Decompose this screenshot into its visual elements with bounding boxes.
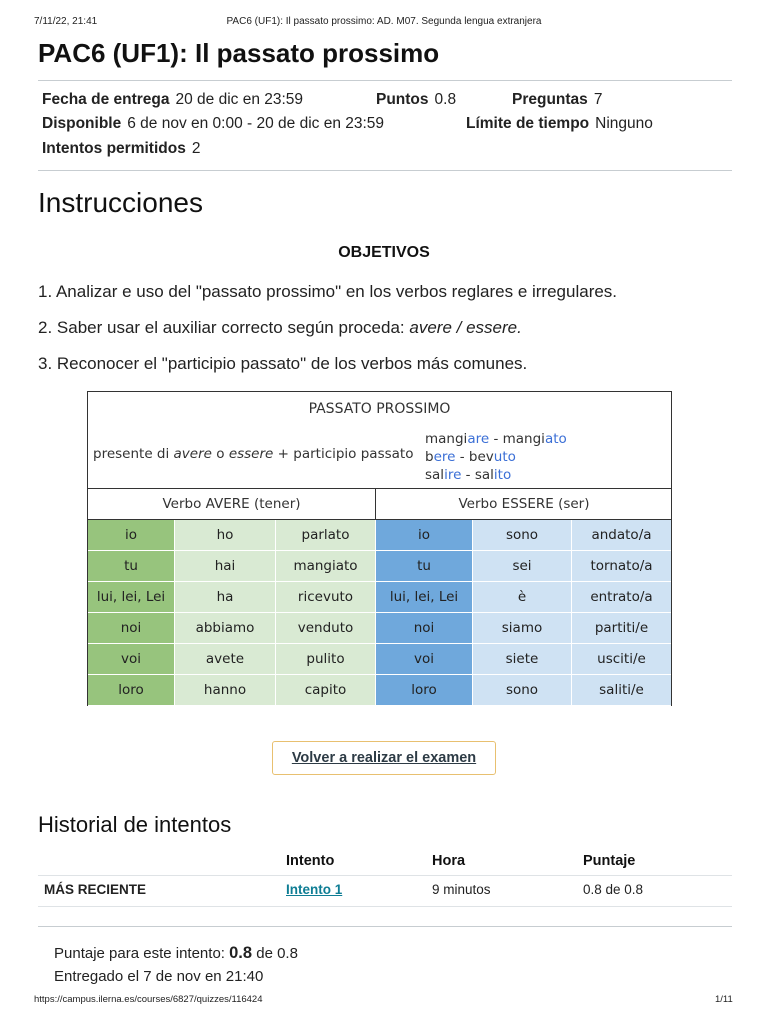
retake-quiz-button[interactable]: Volver a realizar el examen: [272, 741, 496, 775]
pronoun-cell: io: [376, 520, 473, 551]
participle-cell: partiti/e: [572, 613, 671, 644]
pronoun-cell: tu: [376, 551, 473, 582]
objectives-title: OBJETIVOS: [338, 244, 430, 261]
table-divider: [38, 906, 732, 907]
questions: [512, 91, 602, 109]
example-mangiare: [425, 430, 567, 448]
attempt-1-link[interactable]: Intento 1: [286, 882, 343, 897]
essere-header: Verbo ESSERE (ser): [458, 496, 590, 512]
table-row: [88, 520, 671, 551]
objective-2-text: 2. Saber usar el auxiliar correcto según proceda:: [38, 318, 410, 337]
auxiliary-cell: hanno: [175, 675, 276, 706]
available: [42, 115, 384, 133]
participle-cell: saliti/e: [572, 675, 671, 706]
points-label: Puntos: [376, 91, 429, 108]
time-limit-label: Límite de tiempo: [466, 115, 590, 132]
score-value: 0.8: [229, 944, 253, 962]
pronoun-cell: noi: [376, 613, 473, 644]
example-bere: [425, 448, 567, 466]
auxiliary-cell: sono: [473, 675, 572, 706]
auxiliary-cell: è: [473, 582, 572, 613]
pronoun-cell: io: [88, 520, 175, 551]
table-formula: [93, 446, 413, 462]
allowed-attempts: [42, 140, 200, 158]
allowed-attempts-label: Intentos permitidos: [42, 140, 186, 157]
example-ending: uto: [493, 449, 516, 465]
table-row: [88, 582, 671, 613]
col-header-time: Hora: [432, 853, 466, 869]
auxiliary-cell: abbiamo: [175, 613, 276, 644]
participle-cell: andato/a: [572, 520, 671, 551]
available-value: 6 de nov en 0:00 - 20 de dic en 23:59: [127, 115, 385, 132]
questions-label: Preguntas: [512, 91, 588, 108]
divider: [38, 170, 732, 171]
attempt-time: 9 minutos: [432, 882, 491, 897]
pronoun-cell: lui, lei, Lei: [88, 582, 175, 613]
formula-part: o: [211, 446, 229, 462]
pronoun-cell: noi: [88, 613, 175, 644]
auxiliary-cell: siamo: [473, 613, 572, 644]
pronoun-cell: tu: [88, 551, 175, 582]
due-date-label: Fecha de entrega: [42, 91, 170, 108]
pronoun-cell: lui, lei, Lei: [376, 582, 473, 613]
submitted-at: Entregado el 7 de nov en 21:40: [54, 968, 264, 985]
example-ending: ere: [433, 449, 456, 465]
points: [376, 91, 456, 109]
print-url: https://campus.ilerna.es/courses/6827/quizzes/116424: [34, 994, 263, 1005]
pronoun-cell: voi: [376, 644, 473, 675]
pronoun-cell: voi: [88, 644, 175, 675]
objective-3: 3. Reconocer el "participio passato" de los verbos más comunes.: [38, 354, 528, 373]
participle-cell: parlato: [276, 520, 376, 551]
questions-value: 7: [593, 91, 603, 108]
participle-cell: tornato/a: [572, 551, 671, 582]
example-stem: mangi: [502, 431, 545, 447]
attempt-score: 0.8 de 0.8: [583, 882, 644, 897]
table-row: [286, 882, 342, 897]
example-stem: sal: [425, 467, 445, 483]
table-examples: [425, 430, 567, 484]
example-sep: -: [461, 467, 475, 483]
participle-cell: ricevuto: [276, 582, 376, 613]
example-stem: sal: [474, 467, 494, 483]
table-row: [88, 551, 671, 582]
auxiliary-cell: sono: [473, 520, 572, 551]
instructions-heading: Instrucciones: [38, 187, 203, 218]
example-ending: ito: [493, 467, 512, 483]
score-suffix: de 0.8: [252, 945, 298, 962]
auxiliary-cell: hai: [175, 551, 276, 582]
auxiliary-cell: ho: [175, 520, 276, 551]
pronoun-cell: loro: [376, 675, 473, 706]
passato-prossimo-table: [87, 391, 672, 706]
objective-2: [38, 318, 522, 338]
page-title: PAC6 (UF1): Il passato prossimo: [38, 38, 440, 68]
table-row: [88, 675, 671, 706]
example-stem: mangi: [425, 431, 468, 447]
participle-cell: venduto: [276, 613, 376, 644]
points-value: 0.8: [434, 91, 457, 108]
print-page-number: 1/11: [715, 994, 733, 1005]
example-sep: -: [455, 449, 469, 465]
score-prefix: Puntaje para este intento:: [54, 945, 230, 962]
table-row: [88, 644, 671, 675]
available-label: Disponible: [42, 115, 122, 132]
avere-header: Verbo AVERE (tener): [162, 496, 301, 512]
table-title: PASSATO PROSSIMO: [308, 401, 451, 417]
example-ending: are: [467, 431, 490, 447]
participle-cell: entrato/a: [572, 582, 671, 613]
formula-part: presente di: [93, 446, 174, 462]
example-salire: [425, 466, 567, 484]
formula-avere: avere: [173, 446, 212, 462]
table-row: [88, 613, 671, 644]
conjugation-grid: [88, 520, 671, 706]
attempt-score-summary: [54, 944, 298, 963]
time-limit: [466, 115, 653, 133]
participle-cell: capito: [276, 675, 376, 706]
due-date: [42, 91, 303, 109]
example-stem: bev: [468, 449, 494, 465]
formula-essere: essere: [228, 446, 274, 462]
example-stem: b: [425, 449, 434, 465]
formula-part: + participio passato: [273, 446, 414, 462]
auxiliary-cell: sei: [473, 551, 572, 582]
auxiliary-cell: ha: [175, 582, 276, 613]
participle-cell: mangiato: [276, 551, 376, 582]
due-date-value: 20 de dic en 23:59: [175, 91, 304, 108]
auxiliary-cell: avete: [175, 644, 276, 675]
example-sep: -: [489, 431, 503, 447]
divider: [38, 926, 732, 927]
example-ending: ato: [544, 431, 567, 447]
row-label-most-recent: MÁS RECIENTE: [44, 882, 147, 897]
time-limit-value: Ninguno: [595, 115, 653, 132]
col-header-attempt: Intento: [286, 853, 335, 869]
print-page-title: PAC6 (UF1): Il passato prossimo: AD. M07. Segunda lengua extranjera: [226, 16, 542, 27]
participle-cell: usciti/e: [572, 644, 671, 675]
history-heading: Historial de intentos: [38, 812, 232, 837]
auxiliary-cell: siete: [473, 644, 572, 675]
divider: [38, 80, 732, 81]
table-divider: [38, 875, 732, 876]
allowed-attempts-value: 2: [191, 140, 201, 157]
example-ending: ire: [444, 467, 462, 483]
objective-1: 1. Analizar e uso del "passato prossimo" en los verbos reglares e irregulares.: [38, 282, 618, 301]
print-datetime: 7/11/22, 21:41: [34, 16, 98, 27]
objective-2-italic: avere / essere.: [409, 318, 522, 337]
participle-cell: pulito: [276, 644, 376, 675]
col-header-score: Puntaje: [583, 853, 636, 869]
pronoun-cell: loro: [88, 675, 175, 706]
